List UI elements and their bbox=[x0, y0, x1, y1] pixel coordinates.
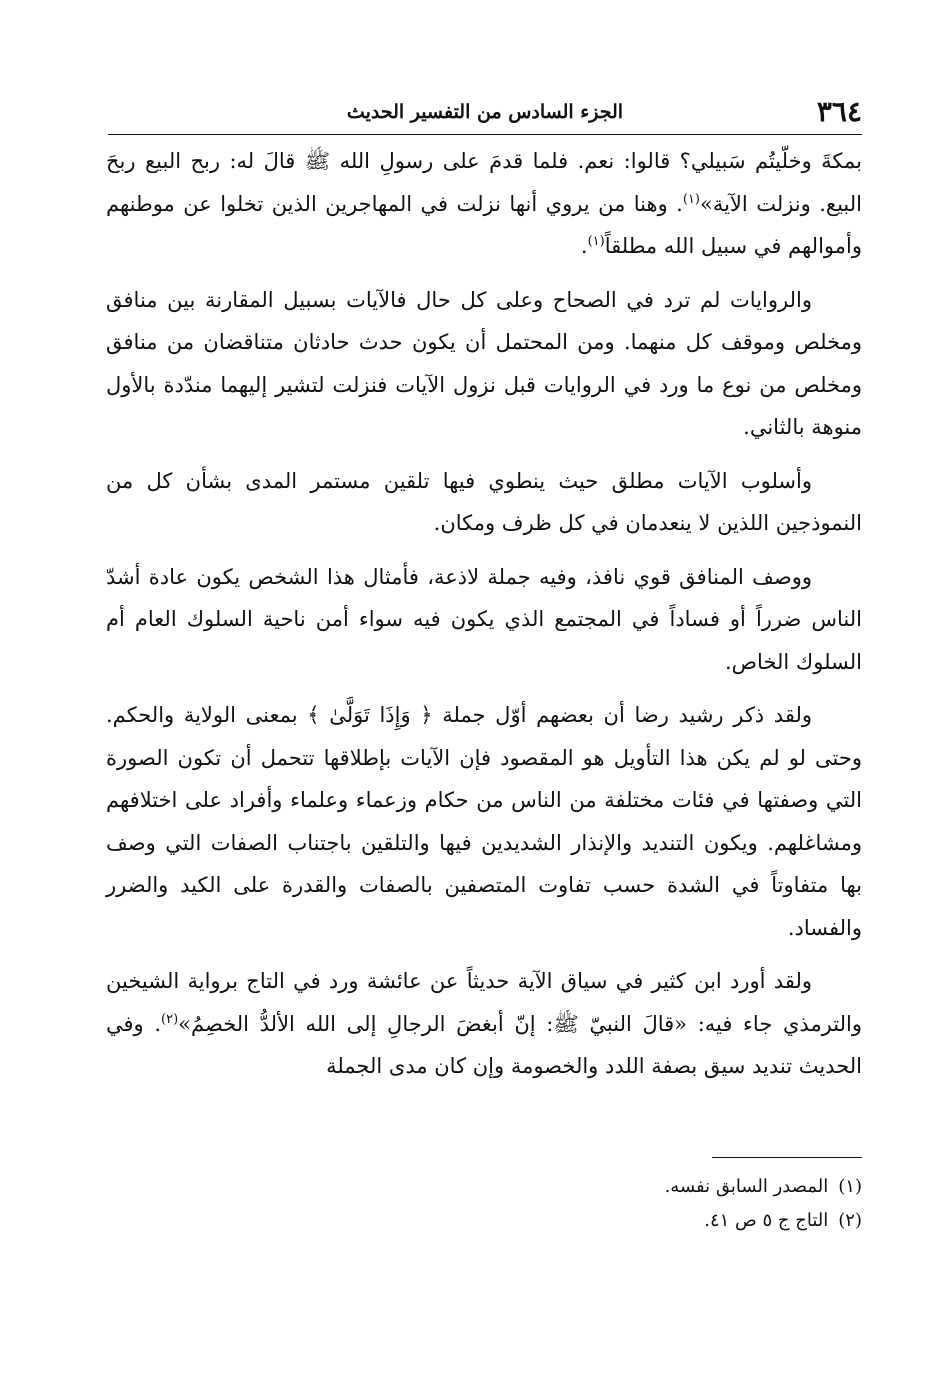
paragraph-6: ولقد أورد ابن كثير في سياق الآية حديثاً عن عائشة ورد في التاج برواية الشيخين والترمذي جاء فيه: «قالَ النبيّ ﷺ: إنّ أبغضَ الرجالِ إلى الله الألدُّ الخصِمُ»$^{(٢)}$. وفي الحديث تنديد سيق بصفة اللدد والخصومة وإن كان مدى الجملة bbox=[106, 969, 862, 1078]
footnote-ref: (١) bbox=[587, 234, 605, 249]
running-title: الجزء السادس من التفسير الحديث bbox=[346, 101, 624, 123]
footnote-divider bbox=[712, 1157, 862, 1158]
paragraph-5: ولقد ذكر رشيد رضا أن بعضهم أوّل جملة ﴿ وَإِذَا تَوَلَّىٰ ﴾ بمعنى الولاية والحكم. وحتى لو لم يكن هذا التأويل هو المقصود فإن الآيات بإطلاقها تتحمل أن تكون الصورة التي وصفتها في فئات مختلفة من الناس من حكام وزعماء وعلماء وأفراد على اختلافهم ومشاغلهم. ويكون التنديد والإنذار الشديدين فيها والتلقين باجتناب الصفات التي وصف بها متفاوتاً في الشدة حسب تفاوت المتصفين بالصفات والقدرة على الكيد والضرر والفساد. bbox=[106, 703, 862, 940]
paragraph-3: وأسلوب الآيات مطلق حيث ينطوي فيها تلقين مستمر المدى بشأن كل من النموذجين اللذين لا ينعدمان في كل ظرف ومكان. bbox=[106, 468, 862, 535]
paragraph-1: بمكةَ وخلّيتُم سَبيلي؟ قالوا: نعم. فلما قدمَ على رسولِ الله ﷺ قالَ له: ربح البيع ربحَ البيع. ونزلت الآية»$^{(١)}$. وهنا من يروي أنها نزلت في المهاجرين الذين تخلوا عن موطنهم وأموالهم في سبيل الله مطلقاً$^{(١)}$. bbox=[106, 149, 862, 258]
footnotes bbox=[106, 1170, 862, 1238]
page-number: ٣٦٤ bbox=[816, 95, 862, 128]
main-text bbox=[106, 140, 862, 1099]
footnote-2: (٢)التاج ج ٥ ص ٤١. bbox=[704, 1210, 862, 1231]
paragraph-4: ووصف المنافق قوي نافذ، وفيه جملة لاذعة، فأمثال هذا الشخص يكون عادة أشدّ الناس ضرراً أو فساداً في المجتمع الذي يكون فيه سواء أمن ناحية السلوك العام أم السلوك الخاص. bbox=[106, 564, 862, 674]
footnote-ref: (٢) bbox=[161, 1011, 179, 1027]
page-header bbox=[108, 92, 862, 132]
header-divider bbox=[108, 134, 862, 135]
footnote-1: (١)المصدر السابق نفسه. bbox=[664, 1176, 862, 1197]
footnote-ref: (١) bbox=[682, 191, 700, 207]
paragraph-2: والروايات لم ترد في الصحاح وعلى كل حال فالآيات بسبيل المقارنة بين منافق ومخلص وموقف كل منهما. ومن المحتمل أن يكون حدث حادثان متناقضان من منافق ومخلص من نوع ما ورد في الروايات قبل نزول الآيات فنزلت لتشير إليهما مندّدة بالأول منوهة بالثاني. bbox=[106, 287, 862, 439]
